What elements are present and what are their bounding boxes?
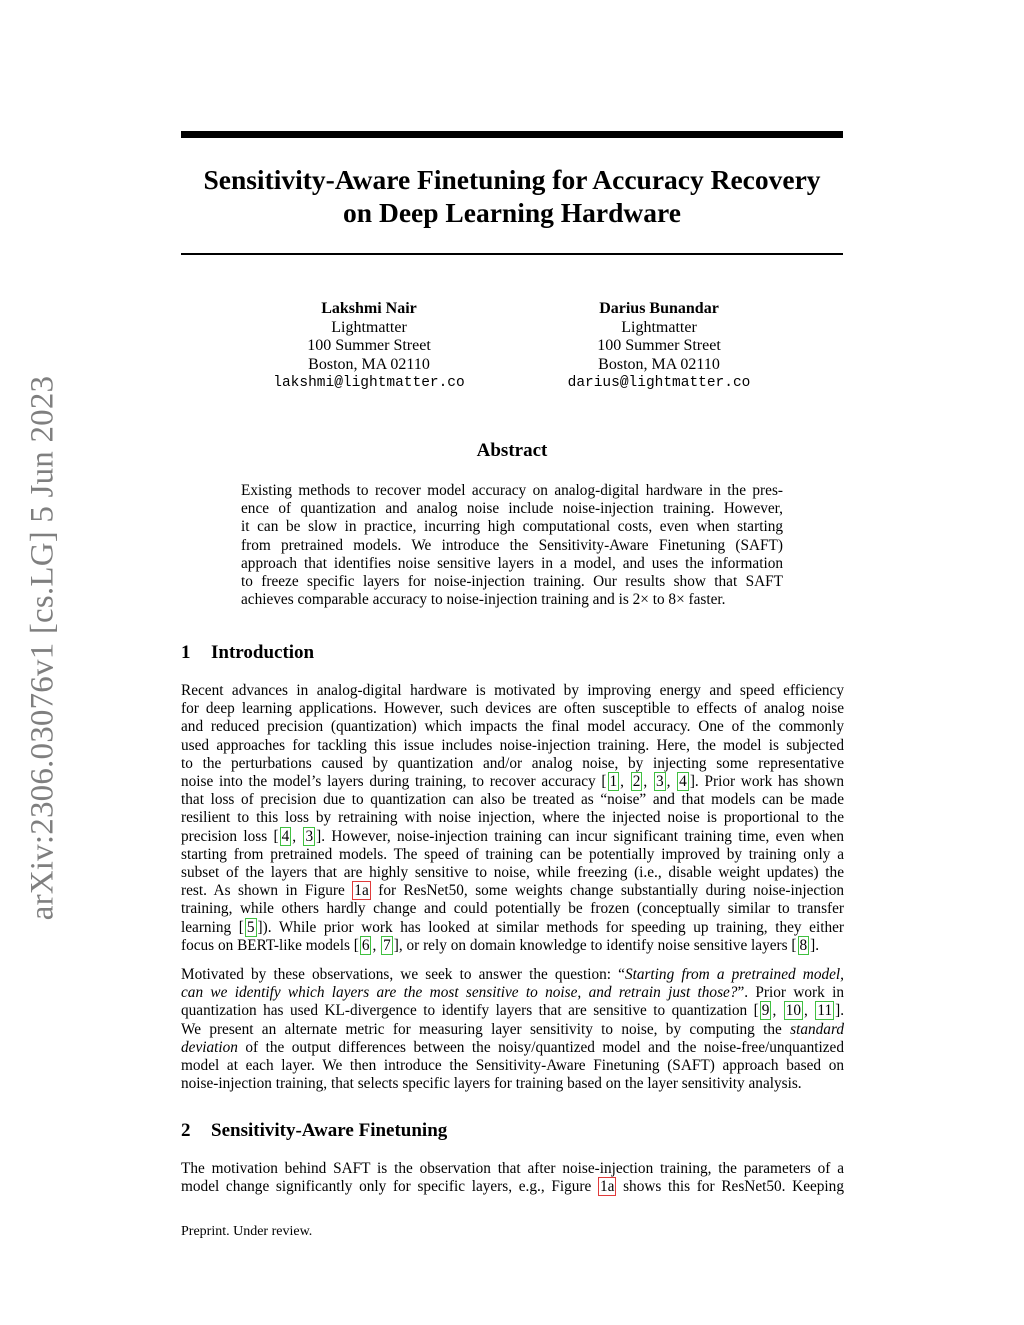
paragraph-line: used approaches for tackling this issue includes noise-injection training. Here, the model is subjected xyxy=(181,736,844,754)
citation-link[interactable]: 2 xyxy=(632,773,641,791)
abstract-line: to freeze specific layers for noise-injection training. Our results show that SAFT xyxy=(241,573,783,591)
paper-title xyxy=(181,163,843,229)
author-email[interactable]: lakshmi@lightmatter.co xyxy=(273,375,465,391)
abstract-line: approach that identifies noise sensitive layers in a model, and uses the information xyxy=(241,554,783,572)
author-street: 100 Summer Street xyxy=(307,337,431,354)
intro-paragraph-2 xyxy=(181,966,844,1093)
emphasis-text: deviation xyxy=(181,1038,238,1056)
emphasis-text: standard xyxy=(790,1020,844,1038)
figure-reference-link[interactable]: 1a xyxy=(599,1178,615,1196)
title-bottom-rule xyxy=(181,253,843,255)
paragraph-line: Recent advances in analog-digital hardware is motivated by improving energy and speed efficiency xyxy=(181,682,844,699)
author-city: Boston, MA 02110 xyxy=(308,355,430,373)
emphasis-text: can we identify which layers are the most sensitive to noise, and retrain just those? xyxy=(181,984,738,1002)
abstract-body xyxy=(241,482,783,609)
citation-link[interactable]: 5 xyxy=(246,918,255,936)
citation-link[interactable]: 1 xyxy=(609,773,618,791)
author-street: 100 Summer Street xyxy=(597,337,721,354)
author-block-2 xyxy=(529,300,789,393)
author-affiliation: Lightmatter xyxy=(621,318,697,336)
abstract-line: it can be slow in practice, incurring high computational costs, even when starting xyxy=(241,518,783,536)
abstract-line: achieves comparable accuracy to noise-injection training and is 2× to 8× faster. xyxy=(241,591,726,609)
section-title: Introduction xyxy=(211,642,315,663)
citation-link[interactable]: 8 xyxy=(799,936,808,954)
citation-link[interactable]: 4 xyxy=(679,773,687,791)
title-line-2: on Deep Learning Hardware xyxy=(343,197,681,228)
paragraph-line: focus on BERT-like models [ 6 , 7 ], or rely on domain knowledge to identify noise sensitive layers [ 8 ]. xyxy=(181,936,820,954)
citation-link[interactable]: 6 xyxy=(361,936,370,954)
author-email[interactable]: darius@lightmatter.co xyxy=(567,375,751,391)
paragraph-line: and reduced precision (quantization) which impacts the final model accuracy. One of the commonly xyxy=(181,718,844,736)
abstract-line: from pretrained models. We introduce the Sensitivity-Aware Finetuning (SAFT) xyxy=(241,536,783,554)
paragraph-line: resilient to this loss by retraining with noise injection, where the injected noise is proportional to the xyxy=(181,809,844,827)
citation-link[interactable]: 4 xyxy=(281,827,290,845)
saft-paragraph-1 xyxy=(181,1160,844,1196)
intro-paragraph-1 xyxy=(181,682,844,955)
author-block-1 xyxy=(239,300,499,393)
paragraph-line: that loss of precision due to quantization can also be treated as “noise” and that models can be made xyxy=(181,791,844,809)
paragraph-line: deviation of the output differences between the noisy/quantized model and the noise-free/unquantized xyxy=(181,1038,844,1056)
paragraph-line: to the perturbations caused by quantization and/or analog noise, by injecting some representative xyxy=(181,754,844,772)
section-number: 2 xyxy=(181,1120,191,1141)
paragraph-line: training, while others hardly change and could potentially be frozen (conceptually similar to transfer xyxy=(181,900,844,918)
paragraph-line: model at each layer. We then introduce the Sensitivity-Aware Finetuning (SAFT) approach based on xyxy=(181,1057,844,1075)
paragraph-line: noise into the model’s layers during training, to recover accuracy [ 1 , 2 , 3 , 4 ]. Prior work has shown xyxy=(181,773,845,791)
paragraph-line: subset of the layers that are highly sensitive to noise, while freezing (i.e., disable weight updates) the xyxy=(181,864,844,882)
section-number: 1 xyxy=(181,642,191,663)
citation-link[interactable]: 7 xyxy=(383,936,391,954)
title-line-1: Sensitivity-Aware Finetuning for Accuracy Recovery xyxy=(203,164,821,195)
paragraph-line: starting from pretrained models. The speed of training can be potentially improved by training only a xyxy=(181,845,844,863)
section-heading-saft xyxy=(181,1120,447,1142)
citation-link[interactable]: 11 xyxy=(817,1002,833,1020)
paragraph-line: can we identify which layers are the most sensitive to noise, and retrain just those?”. Prior work in xyxy=(181,984,844,1002)
paragraph-line: The motivation behind SAFT is the observation that after noise-injection training, the parameters of a xyxy=(181,1160,844,1177)
paragraph-line: noise-injection training, that selects specific layers for training based on the layer sensitivity analysis. xyxy=(181,1075,802,1093)
paragraph-line: rest. As shown in Figure 1a for ResNet50, some weights change substantially during noise-injection xyxy=(181,882,845,900)
citation-link[interactable]: 3 xyxy=(655,773,664,791)
paragraph-line: Motivated by these observations, we seek to answer the question: “Starting from a pretrained model, xyxy=(181,966,844,983)
author-name: Darius Bunandar xyxy=(599,300,719,317)
footer-note: Preprint. Under review. xyxy=(181,1224,313,1239)
arxiv-identifier-stamp: arXiv:2306.03076v1 [cs.LG] 5 Jun 2023 xyxy=(24,375,61,921)
section-title: Sensitivity-Aware Finetuning xyxy=(211,1120,448,1141)
abstract-heading: Abstract xyxy=(476,440,548,461)
paragraph-line: quantization has used KL-divergence to identify layers that are sensitive to quantization [ 9 , 10 , 11 ]. xyxy=(181,1002,845,1020)
paragraph-line: model change significantly only for specific layers, e.g., Figure 1a shows this for ResNet50. Keeping xyxy=(181,1178,844,1196)
author-affiliation: Lightmatter xyxy=(331,318,407,336)
author-name: Lakshmi Nair xyxy=(321,300,417,317)
section-heading-introduction xyxy=(181,642,314,664)
citation-link[interactable]: 9 xyxy=(761,1002,770,1020)
author-city: Boston, MA 02110 xyxy=(598,355,720,373)
abstract-line: Existing methods to recover model accuracy on analog-digital hardware in the pres- xyxy=(241,482,783,499)
title-top-rule xyxy=(181,131,843,138)
emphasis-text: Starting from a pretrained model, xyxy=(624,966,844,983)
paragraph-line: learning [ 5 ]). While prior work has looked at similar methods for speeding up training, they either xyxy=(181,918,844,936)
abstract-line: ence of quantization and analog noise include noise-injection training. However, xyxy=(241,500,783,518)
paragraph-line: for deep learning applications. However, such devices are often susceptible to effects of analog noise xyxy=(181,700,844,718)
figure-reference-link[interactable]: 1a xyxy=(354,882,369,900)
paragraph-line: We present an alternate metric for measuring layer sensitivity to noise, by computing the standard xyxy=(181,1020,844,1038)
paragraph-line: precision loss [ 4 , 3 ]. However, noise-injection training can incur significant training time, even when xyxy=(181,827,844,845)
citation-link[interactable]: 3 xyxy=(305,827,314,845)
citation-link[interactable]: 10 xyxy=(785,1002,802,1020)
